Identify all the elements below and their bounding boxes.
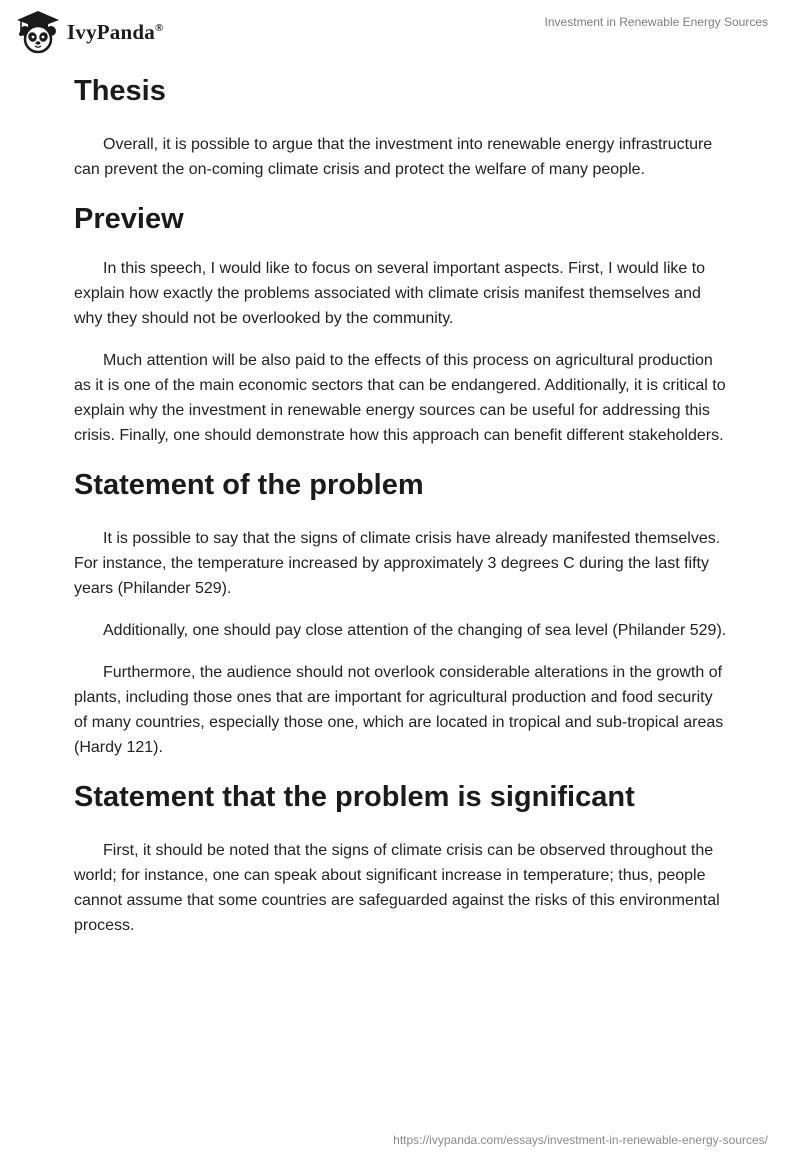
paragraph: Overall, it is possible to argue that the investment into renewable energy infrastructure can prevent the on-coming climate crisis and protect the welfare of many people. bbox=[74, 136, 713, 178]
brand-name: IvyPanda® bbox=[67, 19, 164, 44]
paragraph: It is possible to say that the signs of climate crisis have already manifested themselves. For instance, the temperature increased by approximately 3 degrees C during the last fifty years (Philander 529). bbox=[74, 530, 721, 597]
source-url[interactable]: https://ivypanda.com/essays/investment-in-renewable-energy-sources/ bbox=[393, 1133, 768, 1147]
ivypanda-logo[interactable] bbox=[15, 9, 163, 55]
section-heading: Statement that the problem is significant bbox=[74, 781, 635, 813]
paragraph: Much attention will be also paid to the effects of this process on agricultural production as it is one of the main economic sectors that can be endangered. Additionally, it is critical to explain why the investment in renewable energy sources can be useful for addressing this crisis. Finally, one should demonstrate how this approach can benefit different stakeholders. bbox=[74, 352, 726, 444]
paragraph: Furthermore, the audience should not overlook considerable alterations in the growth of plants, including those ones that are important for agricultural production and food security of many countries, especially those one, which are located in tropical and sub-tropical areas (Hardy 121). bbox=[74, 664, 724, 756]
section-thesis bbox=[74, 71, 729, 182]
section-problem-significant bbox=[74, 777, 729, 938]
paragraph: First, it should be noted that the signs of climate crisis can be observed throughout the world; for instance, one can speak about significant increase in temperature; thus, people cannot assume that some countries are safeguarded against the risks of this environmental process. bbox=[74, 842, 720, 934]
section-heading: Thesis bbox=[74, 75, 166, 107]
section-preview bbox=[74, 199, 729, 448]
section-statement-of-problem bbox=[74, 465, 729, 760]
panda-mascot-icon bbox=[15, 9, 61, 55]
paragraph: Additionally, one should pay close attention of the changing of sea level (Philander 529). bbox=[103, 622, 727, 639]
document-title: Investment in Renewable Energy Sources bbox=[544, 15, 768, 29]
paragraph: In this speech, I would like to focus on several important aspects. First, I would like to explain how exactly the problems associated with climate crisis manifest themselves and why they should not be overlooked by the community. bbox=[74, 260, 706, 327]
section-heading: Statement of the problem bbox=[74, 469, 424, 501]
essay-content bbox=[74, 71, 729, 938]
section-heading: Preview bbox=[74, 203, 184, 235]
